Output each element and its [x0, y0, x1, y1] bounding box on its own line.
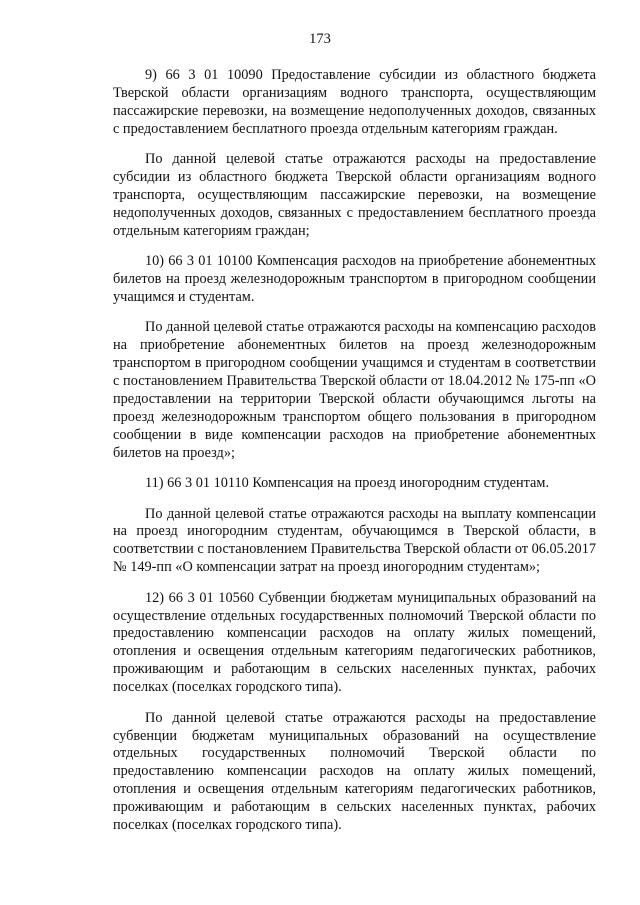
paragraph-item-9-heading: 9) 66 3 01 10090 Предоставление субсидии из областного бюджета Тверской области организациям водного транспорта, осуществляющим пассажирские перевозки, на возмещение недополученных доходов, связанных с предоставлением бесплатного проезда отдельным категориям граждан. — [113, 67, 596, 137]
paragraph-item-11-heading: 11) 66 3 01 10110 Компенсация на проезд иногородним студентам. — [145, 475, 550, 492]
paragraph-item-10-description: По данной целевой статье отражаются расходы на компенсацию расходов на приобретение абонементных билетов на проезд железнодорожным транспортом в пригородном сообщении учащимся и студентам в соответствии с постановлением Правительства Тверской области от 18.04.2012 № 175-пп «О предоставлении на территории Тверской области обучающимся льготы на проезд железнодорожным транспортом общего пользования в пригородном сообщении в виде компенсации расходов на приобретение абонементных билетов на проезд»; — [113, 319, 596, 461]
paragraph-item-10-heading: 10) 66 3 01 10100 Компенсация расходов на приобретение абонементных билетов на проезд железнодорожным транспортом в пригородном сообщении учащимся и студентам. — [113, 253, 596, 305]
paragraph-item-9-description: По данной целевой статье отражаются расходы на предоставление субсидии из областного бюджета Тверской области организациям водного транспорта, осуществляющим пассажирские перевозки, на возмещение недополученных доходов, связанных с предоставлением бесплатного проезда отдельным категориям граждан; — [113, 151, 596, 239]
paragraph-item-12-description: По данной целевой статье отражаются расходы на предоставление субвенции бюджетам муниципальных образований на осуществление отдельных государственных полномочий Тверской области по предоставлению компенсации расходов на оплату жилых помещений, отопления и освещения отдельным категориям педагогических работников, проживающим и работающим в сельских населенных пунктах, рабочих поселках (поселках городского типа). — [113, 709, 596, 834]
paragraph-item-12-heading: 12) 66 3 01 10560 Субвенции бюджетам муниципальных образований на осуществление отдельных государственных полномочий Тверской области по предоставлению компенсации расходов на оплату жилых помещений, отопления и освещения отдельным категориям педагогических работников, проживающим и работающим в сельских населенных пунктах, рабочих поселках (поселках городского типа). — [113, 589, 596, 696]
page-number: 173 — [309, 31, 331, 47]
document-body — [113, 67, 596, 847]
paragraph-item-11-description: По данной целевой статье отражаются расходы на выплату компенсации на проезд иногородним студентам, обучающимся в Тверской области, в соответствии с постановлением Правительства Тверской области от 06.05.2017 № 149-пп «О компенсации затрат на проезд иногородним студентам»; — [113, 505, 596, 576]
